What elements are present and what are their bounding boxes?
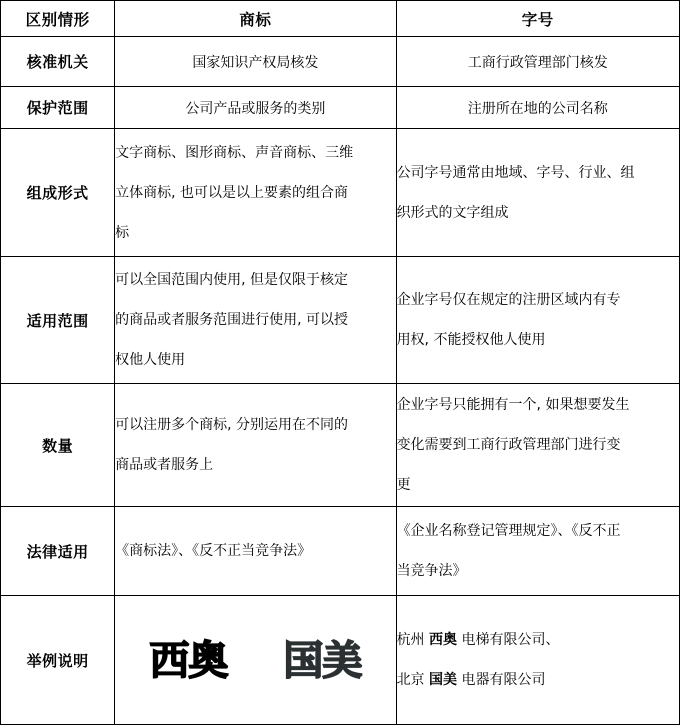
cell-trademark-quantity (115, 384, 396, 507)
example-brand: 西奥 (429, 632, 458, 648)
row-label-applicable-law: 法律适用 (1, 507, 115, 596)
text-line: 《商标法》、《反不正当竞争法》 (115, 543, 312, 559)
example-company-line (397, 660, 679, 700)
text-line: 更 (396, 477, 411, 493)
text-line: 可以全国范围内使用, 但是仅限于核定 (115, 272, 349, 288)
cell-tradename-quantity (396, 384, 679, 507)
row-label-approval-authority: 核准机关 (1, 37, 115, 87)
header-cell-criteria: 区别情形 (1, 1, 115, 37)
row-label-applicable-scope: 适用范围 (1, 257, 115, 384)
text-line: 织形式的文字组成 (396, 204, 509, 221)
cell-trademark-applicable-scope (115, 257, 396, 384)
text-line: 《企业名称登记管理规定》、《反不正 (396, 523, 621, 539)
cell-tradename-protection-scope: 注册所在地的公司名称 (396, 87, 679, 129)
text-line: 企业字号只能拥有一个, 如果想要发生 (396, 397, 630, 413)
table-row-applicable-law (1, 507, 680, 596)
xiao-logo: 西奥 (149, 638, 228, 684)
logo-strip (115, 638, 395, 684)
cell-tradename-examples (396, 596, 679, 725)
table-row-composition (1, 129, 680, 257)
table-row-approval-authority (1, 37, 680, 87)
table-header-row (1, 1, 680, 37)
row-label-composition: 组成形式 (1, 129, 115, 257)
example-prefix: 北京 (396, 672, 430, 688)
table-row-protection-scope (1, 87, 680, 129)
cell-tradename-approval-authority: 工商行政管理部门核发 (396, 37, 679, 87)
text-line: 可以注册多个商标, 分别运用在不同的 (115, 417, 349, 433)
guomei-logo: 国美 (283, 638, 362, 684)
table-body (1, 1, 680, 725)
example-suffix: 电器有限公司 (457, 672, 546, 688)
table-row-quantity (1, 384, 680, 507)
row-label-protection-scope: 保护范围 (1, 87, 115, 129)
row-label-quantity: 数量 (1, 384, 115, 507)
header-cell-tradename: 字号 (396, 1, 679, 37)
cell-tradename-composition (396, 129, 679, 257)
example-brand: 国美 (429, 672, 458, 688)
text-line: 文字商标、图形商标、声音商标、三维 (115, 144, 354, 161)
text-line: 企业字号仅在规定的注册区域内有专 (396, 292, 621, 308)
text-line: 标 (115, 224, 130, 241)
text-line: 权他人使用 (115, 352, 186, 368)
example-suffix: 电梯有限公司、 (457, 632, 560, 648)
row-label-examples: 举例说明 (1, 596, 115, 725)
text-line: 公司字号通常由地域、字号、行业、组 (396, 164, 635, 181)
table-row-applicable-scope (1, 257, 680, 384)
table-row-examples (1, 596, 680, 725)
cell-trademark-protection-scope: 公司产品或服务的类别 (115, 87, 396, 129)
text-line: 立体商标, 也可以是以上要素的组合商 (115, 184, 349, 201)
text-line: 当竞争法》 (396, 563, 467, 579)
text-line: 商品或者服务上 (115, 457, 214, 473)
text-line: 变化需要到工商行政管理部门进行变 (396, 437, 621, 453)
cell-trademark-approval-authority: 国家知识产权局核发 (115, 37, 396, 87)
cell-trademark-examples (115, 596, 396, 725)
header-cell-trademark: 商标 (115, 1, 396, 37)
cell-trademark-composition (115, 129, 396, 257)
text-line: 用权, 不能授权他人使用 (396, 332, 546, 348)
cell-tradename-applicable-scope (396, 257, 679, 384)
cell-tradename-applicable-law (396, 507, 679, 596)
example-prefix: 杭州 (396, 632, 430, 648)
text-line: 的商品或者服务范围进行使用, 可以授 (115, 312, 349, 328)
cell-trademark-applicable-law (115, 507, 396, 596)
example-company-line (397, 620, 679, 660)
